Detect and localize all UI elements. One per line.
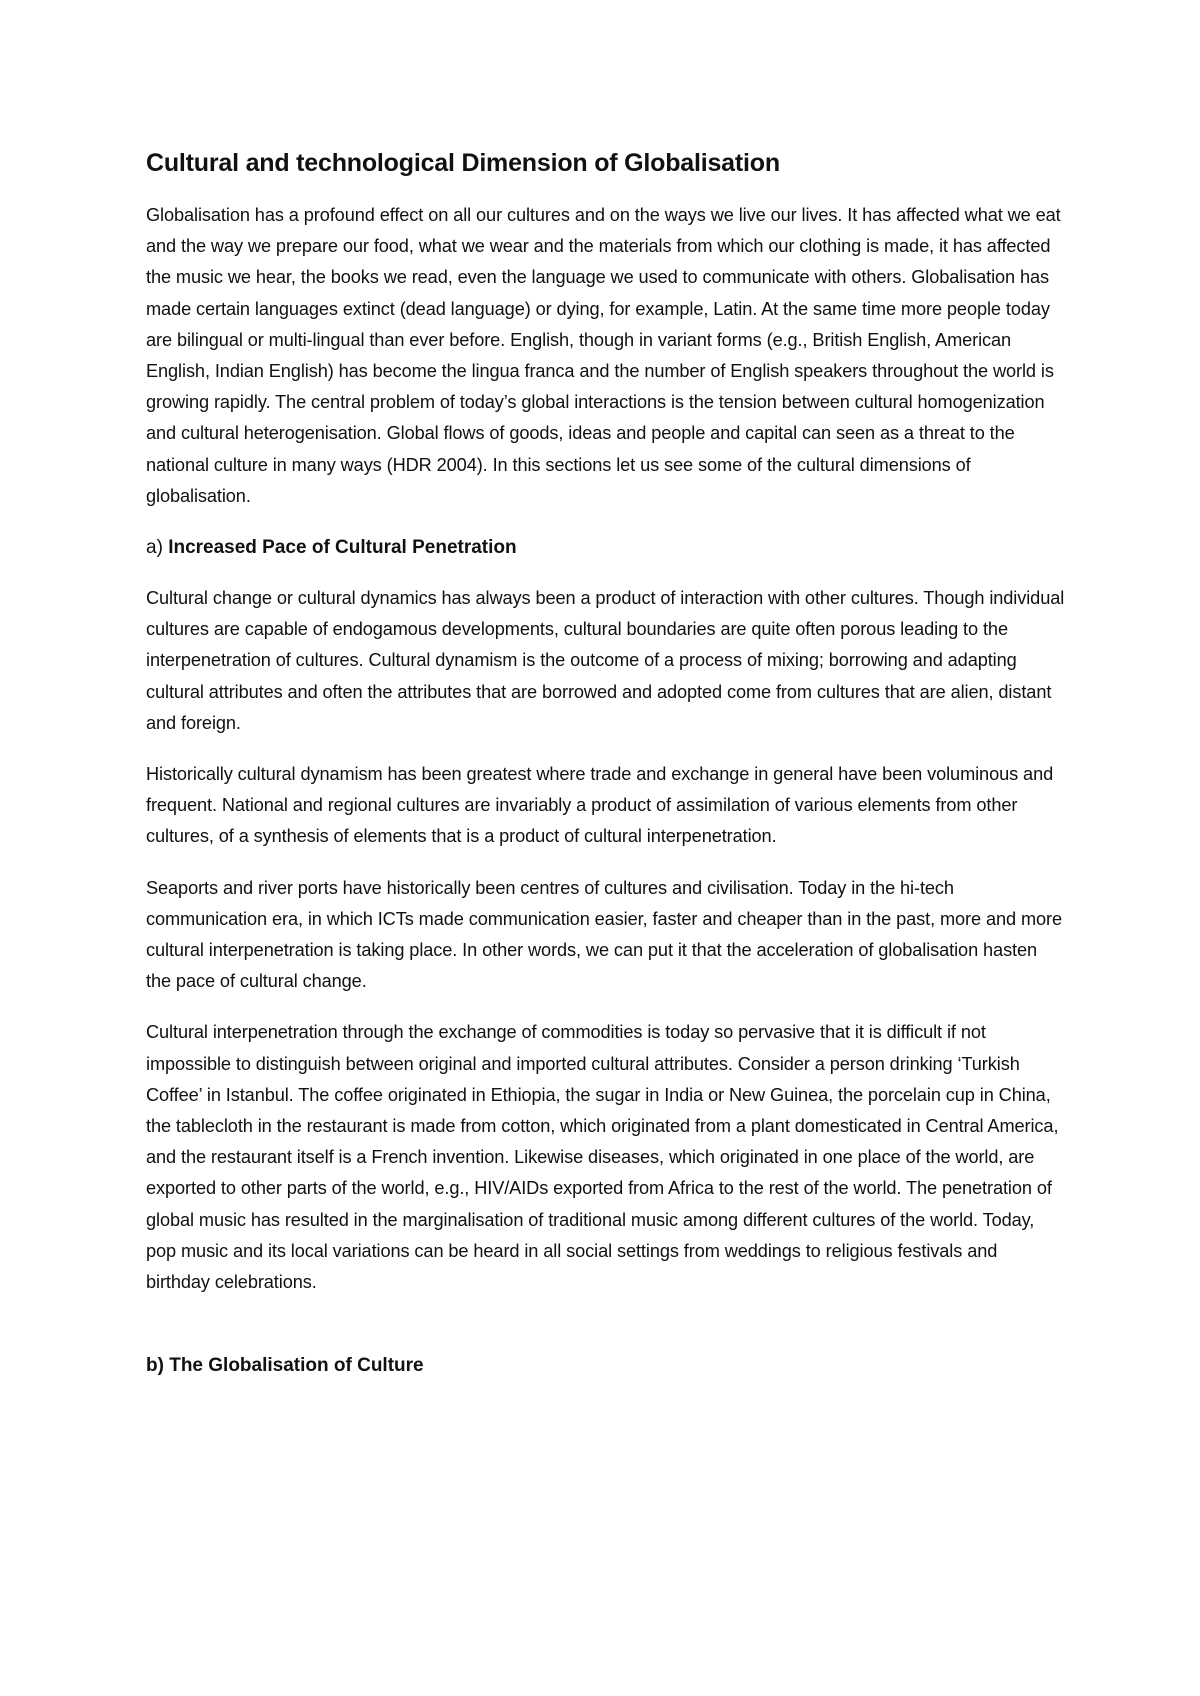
section-a-paragraph-3: Seaports and river ports have historically been centres of cultures and civilisation. Today in the hi-tech communication era, in which ICTs made communication easier, faster and cheaper than in the past, more and more cultural interpenetration is taking place. In other words, we can put it that the acceleration of globalisation hasten the pace of cultural change.	[146, 877, 1063, 992]
intro-paragraph: Globalisation has a profound effect on all our cultures and on the ways we live our lives. It has affected what we eat and the way we prepare our food, what we wear and the materials from which our clothing is made, it has affected the music we hear, the books we read, even the language we used to communicate with others. Globalisation has made certain languages extinct (dead language) or dying, for example, Latin. At the same time more people today are bilingual or multi-lingual than ever before. English, though in variant forms (e.g., British English, American English, Indian English) has become the lingua franca and the number of English speakers throughout the world is growing rapidly. The central problem of today’s global interactions is the tension between cultural homogenization and cultural heterogenisation. Global flows of goods, ideas and people and capital can seen as a threat to the national culture in many ways (HDR 2004). In this sections let us see some of the cultural dimensions of globalisation.	[146, 205, 1061, 506]
section-a-marker: a)	[146, 537, 163, 559]
section-b-heading: b) The Globalisation of Culture	[146, 1355, 424, 1377]
section-a-heading	[146, 532, 1066, 563]
document-page	[146, 146, 1066, 1381]
section-a-paragraph-2: Historically cultural dynamism has been greatest where trade and exchange in general have been voluminous and frequent. National and regional cultures are invariably a product of assimilation of various elements from other cultures, of a synthesis of elements that is a product of cultural interpenetration.	[146, 764, 1054, 847]
section-a-paragraph-1: Cultural change or cultural dynamics has always been a product of interaction with other cultures. Though individual cultures are capable of endogamous developments, cultural boundaries are quite often porous leading to the interpenetration of cultures. Cultural dynamism is the outcome of a process of mixing; borrowing and adapting cultural attributes and often the attributes that are borrowed and adopted come from cultures that are alien, distant and foreign.	[146, 588, 1065, 733]
section-a-paragraph-4: Cultural interpenetration through the exchange of commodities is today so pervasive that it is difficult if not impossible to distinguish between original and imported cultural attributes. Consider a person drinking ‘Turkish Coffee’ in Istanbul. The coffee originated in Ethiopia, the sugar in India or New Guinea, the porcelain cup in China, the tablecloth in the restaurant is made from cotton, which originated from a plant domesticated in Central America, and the restaurant itself is a French invention. Likewise diseases, which originated in one place of the world, are exported to other parts of the world, e.g., HIV/AIDs exported from Africa to the rest of the world. The penetration of global music has resulted in the marginalisation of traditional music among different cultures of the world. Today, pop music and its local variations can be heard in all social settings from weddings to religious festivals and birthday celebrations.	[146, 1022, 1059, 1293]
section-a-heading-text: Increased Pace of Cultural Penetration	[168, 537, 517, 559]
document-title: Cultural and technological Dimension of Globalisation	[146, 149, 780, 177]
